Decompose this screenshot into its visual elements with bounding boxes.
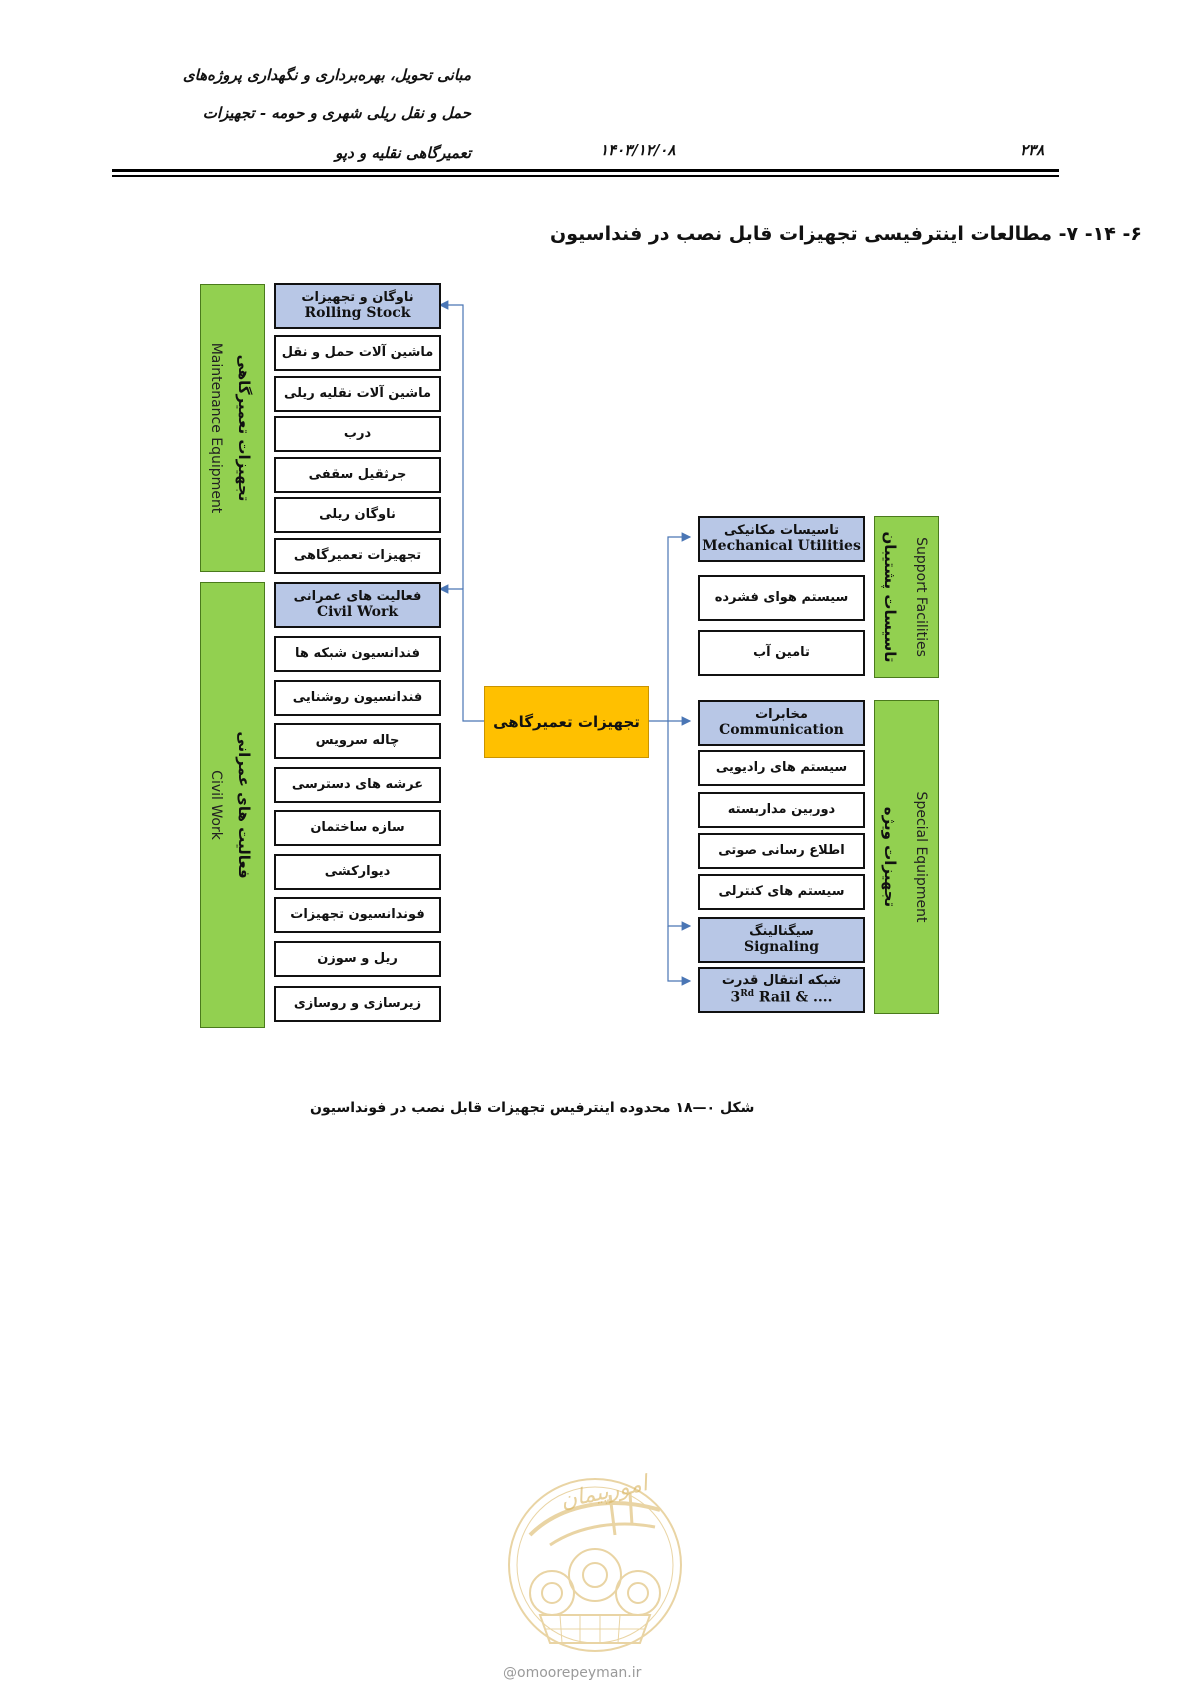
power-network-header-fa: شبکه انتقال قدرت xyxy=(721,973,842,989)
watermark-url: @omoorepeyman.ir xyxy=(503,1665,642,1681)
special-equipment-label-en: Special Equipment xyxy=(913,791,929,923)
center-maintenance-equipment: تجهیزات تعمیرگاهی xyxy=(484,686,649,758)
special-item: دوربین مداربسته xyxy=(698,792,865,828)
maintenance-equipment-label-fa: تجهیزات تعمیرگاهی xyxy=(235,354,253,502)
maintenance-item: جرثقیل سقفی xyxy=(274,457,441,493)
civil-work-item: چاله سرویس xyxy=(274,723,441,759)
power-en-post: Rail & .... xyxy=(754,989,833,1006)
maintenance-item: ماشین آلات نقلیه ریلی xyxy=(274,376,441,412)
mechanical-utilities-header-en: Mechanical Utilities xyxy=(702,538,861,555)
maintenance-item: تجهیزات تعمیرگاهی xyxy=(274,538,441,574)
civil-work-item: دیوارکشی xyxy=(274,854,441,890)
maintenance-item: ناوگان ریلی xyxy=(274,497,441,533)
special-item: سیستم های کنترلی xyxy=(698,874,865,910)
civil-work-label-fa: فعالیت های عمرانی xyxy=(235,731,253,879)
communication-header-en: Communication xyxy=(719,722,844,739)
maintenance-item: درب xyxy=(274,416,441,452)
header-date: ۱۴۰۳/۱۲/۰۸ xyxy=(600,141,676,159)
civil-work-header-fa: فعالیت های عمرانی xyxy=(293,588,422,604)
rolling-stock-header xyxy=(274,283,441,329)
signaling-header xyxy=(698,917,865,963)
special-item: سیستم های رادیویی xyxy=(698,750,865,786)
civil-work-item: فندانسیون شبکه ها xyxy=(274,636,441,672)
header-title-line1: مبانی تحویل، بهره‌برداری و نگهداری پروژه‌های xyxy=(182,66,471,84)
communication-header xyxy=(698,700,865,746)
civil-work-header-en: Civil Work xyxy=(316,604,399,621)
section-title: ۶- ۱۴- ۷- مطالعات اینترفیسی تجهیزات قابل نصب در فنداسیون xyxy=(550,223,1142,245)
support-item: سیستم هوای فشرده xyxy=(698,575,865,621)
civil-work-item: عرشه های دسترسی xyxy=(274,767,441,803)
civil-work-item: فندانسیون روشنایی xyxy=(274,680,441,716)
watermark-logo-text: امورپیمان xyxy=(558,1471,650,1514)
special-item: اطلاع رسانی صوتی xyxy=(698,833,865,869)
civil-work-item: فوندانسیون تجهیزات xyxy=(274,897,441,933)
figure-caption: شکل ۰—۱۸ محدوده اینترفیس تجهیزات قابل نصب در فونداسیون xyxy=(310,1100,755,1116)
mechanical-utilities-header xyxy=(698,516,865,562)
civil-work-item: سازه ساختمان xyxy=(274,810,441,846)
civil-work-header xyxy=(274,582,441,628)
power-en-sup: Rd xyxy=(740,989,755,1000)
support-facilities-label-en: Support Facilities xyxy=(913,537,929,657)
special-equipment-label-fa: تجهیزات ویژه xyxy=(881,806,899,908)
rolling-stock-header-fa: ناوگان و تجهیزات xyxy=(301,289,414,305)
signaling-header-en: Signaling xyxy=(743,939,820,956)
power-en-pre: 3 xyxy=(730,989,741,1006)
signaling-header-fa: سیگنالینگ xyxy=(749,923,814,939)
maintenance-item: ماشین آلات حمل و نقل xyxy=(274,335,441,371)
power-network-header-en xyxy=(731,989,833,1006)
mechanical-utilities-header-fa: تاسیسات مکانیکی xyxy=(724,522,839,538)
communication-header-fa: مخابرات xyxy=(755,706,808,722)
rolling-stock-header-en: Rolling Stock xyxy=(304,305,411,322)
support-facilities-label-fa: تاسیسات پشتیبان xyxy=(881,531,899,663)
civil-work-item: ریل و سوزن xyxy=(274,941,441,977)
civil-work-label-en: Civil Work xyxy=(208,770,224,840)
civil-work-item: زیرسازی و روسازی xyxy=(274,986,441,1022)
header-title-line3: تعمیرگاهی نقلیه و دپو xyxy=(335,144,471,162)
support-item: تامین آب xyxy=(698,630,865,676)
maintenance-equipment-label-en: Maintenance Equipment xyxy=(208,342,224,514)
header-title-line2: حمل و نقل ریلی شهری و حومه - تجهیزات xyxy=(202,104,471,122)
page-number: ۲۳۸ xyxy=(1020,141,1045,159)
power-network-header xyxy=(698,967,865,1013)
